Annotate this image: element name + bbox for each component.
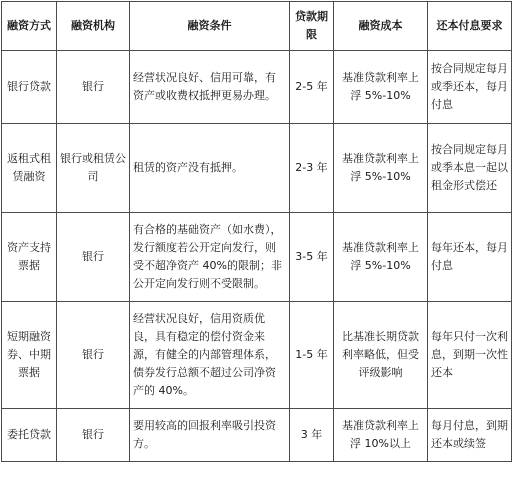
table-row — [2, 302, 512, 409]
table-header-row — [2, 2, 512, 51]
cell-conditions: 经营状况良好、信用可靠，有资产或收费权抵押更易办理。 — [130, 51, 290, 124]
cell-conditions: 要用较高的回报利率吸引投资方。 — [130, 409, 290, 462]
cell-cost: 基准贷款利率上浮 10%以上 — [334, 409, 428, 462]
table-row — [2, 51, 512, 124]
header-method: 融资方式 — [2, 2, 57, 51]
header-term: 贷款期限 — [290, 2, 334, 51]
cell-term: 3 年 — [290, 409, 334, 462]
cell-institution: 银行 — [57, 302, 130, 409]
cell-repayment: 每年只付一次利息，到期一次性还本 — [428, 302, 512, 409]
cell-repayment: 按合同规定每月或季本息一起以租金形式偿还 — [428, 124, 512, 213]
cell-cost: 基准贷款利率上浮 5%-10% — [334, 51, 428, 124]
header-conditions: 融资条件 — [130, 2, 290, 51]
cell-cost: 基准贷款利率上浮 5%-10% — [334, 124, 428, 213]
table-row — [2, 213, 512, 302]
cell-repayment: 每年还本，每月付息 — [428, 213, 512, 302]
cell-cost: 基准贷款利率上浮 5%-10% — [334, 213, 428, 302]
cell-method: 银行贷款 — [2, 51, 57, 124]
header-institution: 融资机构 — [57, 2, 130, 51]
cell-institution: 银行或租赁公司 — [57, 124, 130, 213]
cell-term: 2-3 年 — [290, 124, 334, 213]
table-row — [2, 409, 512, 462]
cell-method: 短期融资券、中期票据 — [2, 302, 57, 409]
header-repayment: 还本付息要求 — [428, 2, 512, 51]
header-cost: 融资成本 — [334, 2, 428, 51]
cell-conditions: 有合格的基础资产（如水费），发行额度若公开定向发行，则受不超净资产 40%的限制；非公开定向发行则不受限制。 — [130, 213, 290, 302]
cell-institution: 银行 — [57, 51, 130, 124]
cell-conditions: 租赁的资产没有抵押。 — [130, 124, 290, 213]
cell-repayment: 按合同规定每月或季还本，每月付息 — [428, 51, 512, 124]
table-row — [2, 124, 512, 213]
cell-institution: 银行 — [57, 409, 130, 462]
cell-term: 2-5 年 — [290, 51, 334, 124]
cell-method: 返租式租赁融资 — [2, 124, 57, 213]
cell-repayment: 每月付息，到期还本或续签 — [428, 409, 512, 462]
cell-conditions: 经营状况良好，信用资质优良，具有稳定的偿付资金来源，有健全的内部管理体系，债券发行总额不超过公司净资产的 40%。 — [130, 302, 290, 409]
cell-method: 资产支持票据 — [2, 213, 57, 302]
cell-institution: 银行 — [57, 213, 130, 302]
cell-method: 委托贷款 — [2, 409, 57, 462]
cell-term: 1-5 年 — [290, 302, 334, 409]
financing-table — [1, 1, 512, 462]
cell-cost: 比基准长期贷款利率略低，但受评级影响 — [334, 302, 428, 409]
cell-term: 3-5 年 — [290, 213, 334, 302]
